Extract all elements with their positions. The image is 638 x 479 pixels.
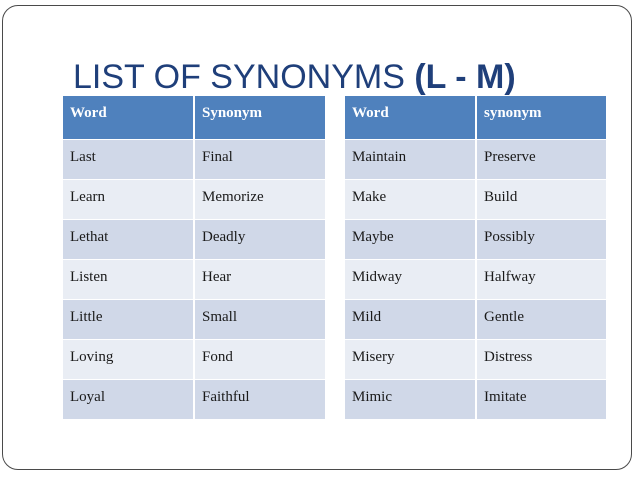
word-cell: Mimic	[345, 379, 476, 419]
table-row	[63, 139, 325, 179]
word-cell: Little	[63, 299, 194, 339]
table-row	[63, 299, 325, 339]
table-row	[63, 219, 325, 259]
word-cell: Maintain	[345, 139, 476, 179]
table-header-row	[345, 96, 606, 139]
synonym-cell: Faithful	[194, 379, 325, 419]
table-row	[345, 139, 606, 179]
column-header-synonym: Synonym	[194, 96, 325, 139]
table-row	[345, 379, 606, 419]
table-row	[63, 179, 325, 219]
column-header-word: Word	[345, 96, 476, 139]
table-row	[345, 339, 606, 379]
word-cell: Midway	[345, 259, 476, 299]
title-main: LIST OF SYNONYMS	[73, 58, 415, 96]
synonym-table-m	[345, 96, 606, 420]
synonym-cell: Fond	[194, 339, 325, 379]
word-cell: Learn	[63, 179, 194, 219]
column-header-word: Word	[63, 96, 194, 139]
synonym-cell: Possibly	[476, 219, 606, 259]
word-cell: Maybe	[345, 219, 476, 259]
word-cell: Listen	[63, 259, 194, 299]
table-row	[345, 299, 606, 339]
column-header-synonym: synonym	[476, 96, 606, 139]
table-header-row	[63, 96, 325, 139]
word-cell: Loyal	[63, 379, 194, 419]
word-cell: Loving	[63, 339, 194, 379]
word-cell: Last	[63, 139, 194, 179]
synonym-cell: Distress	[476, 339, 606, 379]
table-row	[63, 339, 325, 379]
table-row	[63, 259, 325, 299]
word-cell: Make	[345, 179, 476, 219]
table-row	[345, 259, 606, 299]
word-cell: Mild	[345, 299, 476, 339]
synonym-cell: Final	[194, 139, 325, 179]
synonym-cell: Gentle	[476, 299, 606, 339]
table-row	[345, 179, 606, 219]
synonym-cell: Imitate	[476, 379, 606, 419]
synonym-cell: Small	[194, 299, 325, 339]
synonym-cell: Preserve	[476, 139, 606, 179]
synonym-table-l	[63, 96, 325, 420]
word-cell: Lethat	[63, 219, 194, 259]
word-cell: Misery	[345, 339, 476, 379]
synonym-cell: Build	[476, 179, 606, 219]
synonym-cell: Memorize	[194, 179, 325, 219]
table-row	[63, 379, 325, 419]
synonym-cell: Hear	[194, 259, 325, 299]
table-row	[345, 219, 606, 259]
synonym-cell: Halfway	[476, 259, 606, 299]
slide-title	[73, 58, 516, 97]
title-range: (L - M)	[414, 58, 516, 96]
synonym-cell: Deadly	[194, 219, 325, 259]
